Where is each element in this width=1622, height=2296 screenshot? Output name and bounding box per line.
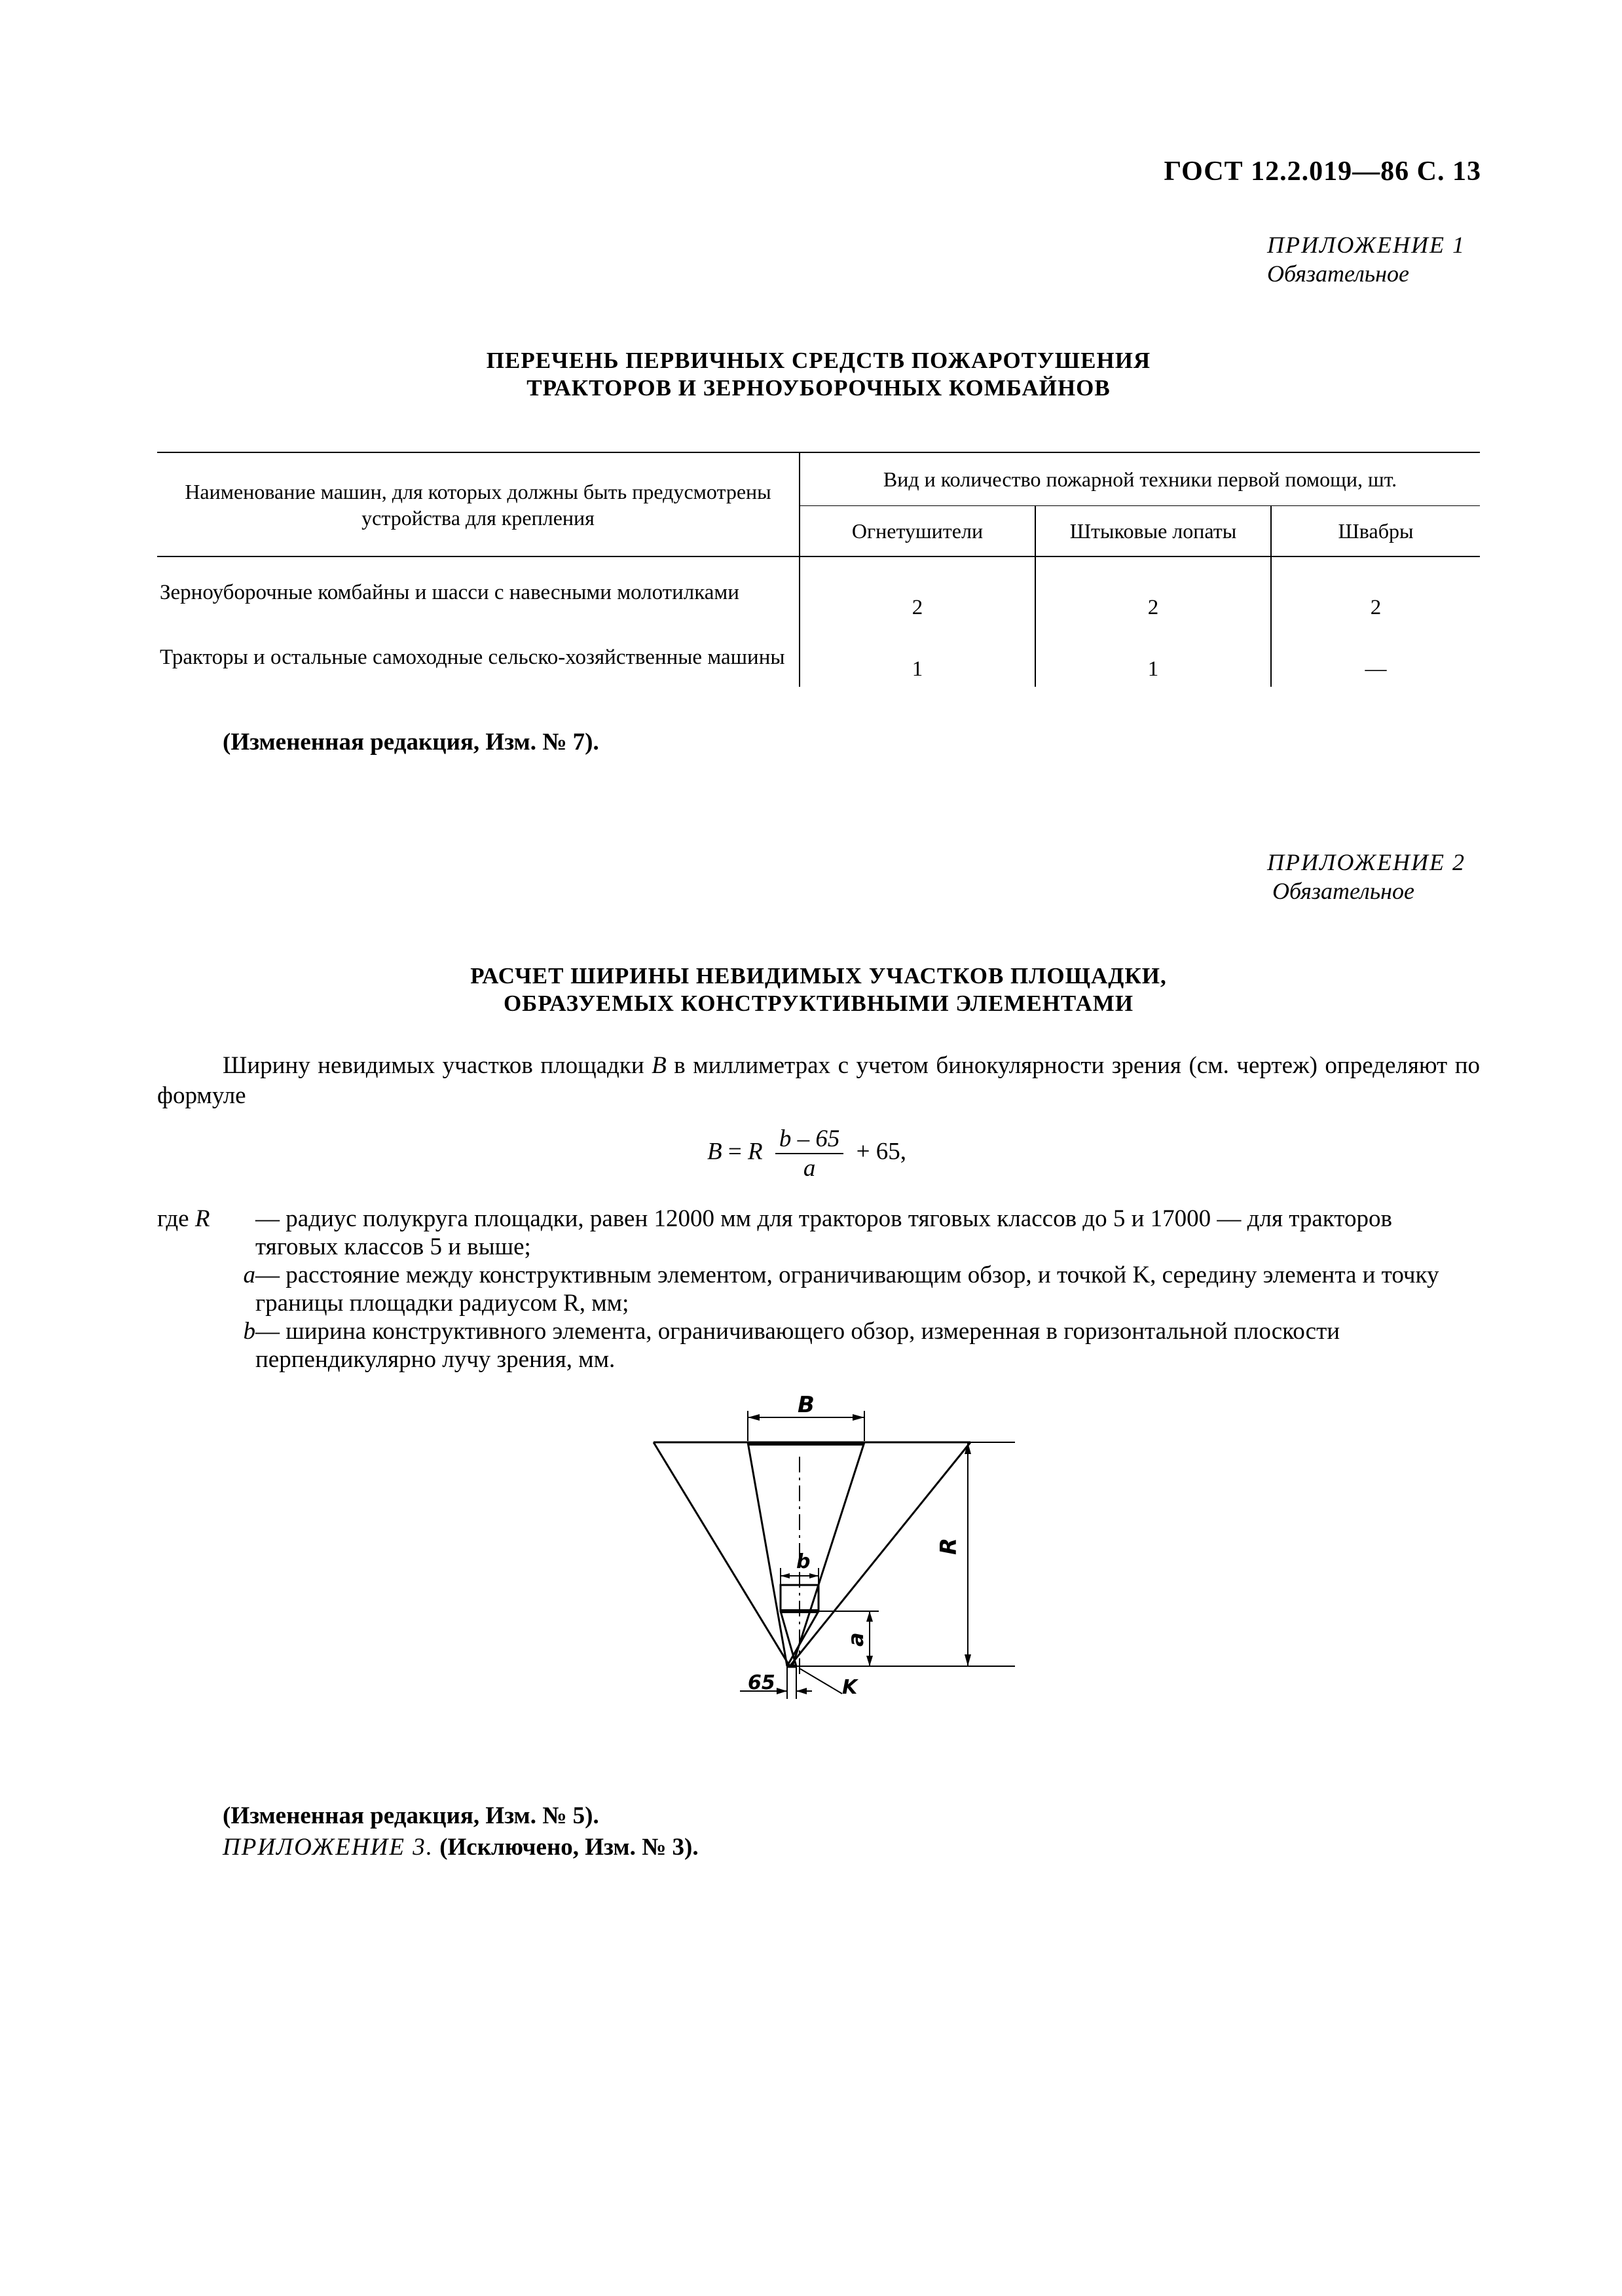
appendix-2-title: ПРИЛОЖЕНИЕ 2 bbox=[1267, 849, 1465, 875]
label-K: K bbox=[842, 1676, 858, 1699]
definitions-list bbox=[157, 1205, 1480, 1374]
arrow bbox=[781, 1573, 790, 1578]
amendment-note-5: (Измененная редакция, Изм. № 5). bbox=[223, 1802, 599, 1829]
arrow bbox=[748, 1414, 760, 1421]
heading-1-line-1: ПЕРЕЧЕНЬ ПЕРВИЧНЫХ СРЕДСТВ ПОЖАРОТУШЕНИЯ bbox=[486, 348, 1151, 373]
table-cell-value: 2 bbox=[1035, 556, 1271, 625]
table-cell-value: — bbox=[1271, 625, 1480, 687]
intro-text-2: в миллиметрах с учетом бинокулярности зрения (см. чертеж) определяют по формуле bbox=[157, 1052, 1481, 1109]
appendix-2-status: Обязательное bbox=[1272, 878, 1414, 904]
arrow bbox=[866, 1611, 873, 1622]
table-header-machine-name: Наименование машин, для которых должны быть предусмотрены устройства для крепления bbox=[157, 452, 800, 556]
left-inner-ray bbox=[748, 1442, 787, 1666]
definition-text: — ширина конструктивного элемента, ограничивающего обзор, измеренная в горизонтальной плоскости перпендикулярно лучу зрения, мм. bbox=[255, 1318, 1340, 1373]
formula-lhs: B bbox=[707, 1138, 722, 1165]
appendix-2-label bbox=[1267, 848, 1483, 905]
formula-numerator: b – 65 bbox=[775, 1125, 844, 1154]
heading-1-line-2: ТРАКТОРОВ И ЗЕРНОУБОРОЧНЫХ КОМБАЙНОВ bbox=[526, 375, 1111, 401]
visibility-diagram bbox=[648, 1391, 1015, 1758]
fire-equipment-table bbox=[157, 452, 1480, 687]
arrow bbox=[809, 1573, 819, 1578]
definition-r bbox=[157, 1205, 1480, 1261]
arrow bbox=[965, 1654, 971, 1666]
appendix-1-title: ПРИЛОЖЕНИЕ 1 bbox=[1267, 232, 1465, 258]
table-header-shovels: Штыковые лопаты bbox=[1035, 506, 1271, 557]
heading-2-line-1: РАСЧЕТ ШИРИНЫ НЕВИДИМЫХ УЧАСТКОВ ПЛОЩАДКИ, bbox=[470, 963, 1167, 989]
heading-2-line-2: ОБРАЗУЕМЫХ КОНСТРУКТИВНЫМИ ЭЛЕМЕНТАМИ bbox=[503, 991, 1134, 1016]
label-a: a bbox=[843, 1632, 868, 1647]
intro-text-1: Ширину невидимых участков площадки bbox=[223, 1052, 652, 1079]
definition-text: — радиус полукруга площадки, равен 12000 мм для тракторов тяговых классов до 5 и 17000 — для тракторов тяговых классов 5 и выше; bbox=[255, 1205, 1392, 1260]
formula-fraction bbox=[775, 1125, 844, 1182]
formula bbox=[707, 1125, 906, 1182]
definition-r-label bbox=[157, 1205, 255, 1233]
arrow bbox=[796, 1688, 807, 1694]
definition-var: a bbox=[243, 1262, 255, 1288]
table-cell-value: 1 bbox=[1035, 625, 1271, 687]
document-code: ГОСТ 12.2.019—86 С. 13 bbox=[1164, 156, 1481, 187]
heading-width-calculation bbox=[157, 962, 1480, 1017]
arrow bbox=[777, 1688, 787, 1694]
table-cell-value: 2 bbox=[1271, 556, 1480, 625]
right-eye-ray bbox=[787, 1611, 819, 1666]
table-cell-value: 1 bbox=[912, 657, 923, 681]
table-cell-value: 2 bbox=[912, 596, 923, 619]
table-header-mops: Швабры bbox=[1271, 506, 1480, 557]
appendix-3-title: ПРИЛОЖЕНИЕ 3. bbox=[223, 1834, 433, 1861]
table-cell-machine: Тракторы и остальные самоходные сельско-хозяйственные машины bbox=[157, 625, 800, 687]
arrow bbox=[853, 1414, 864, 1421]
formula-eq: = bbox=[722, 1138, 748, 1165]
definition-a bbox=[157, 1261, 1480, 1317]
definition-prefix: где bbox=[157, 1205, 195, 1232]
amendment-note-7: (Измененная редакция, Изм. № 7). bbox=[223, 729, 599, 756]
definition-a-label bbox=[157, 1261, 255, 1289]
left-view-ray bbox=[654, 1442, 790, 1666]
table-row bbox=[157, 556, 1480, 625]
definition-text: — расстояние между конструктивным элементом, ограничивающим обзор, и точкой K, середину элемента и точку границы площадки радиусом R, мм; bbox=[255, 1262, 1439, 1317]
label-R: R bbox=[936, 1537, 962, 1555]
table-cell-machine: Зерноуборочные комбайны и шасси с навесными молотилками bbox=[157, 556, 800, 625]
table-header-extinguishers: Огнетушители bbox=[800, 506, 1035, 557]
label-B: B bbox=[798, 1392, 815, 1418]
formula-r: R bbox=[747, 1138, 763, 1165]
intro-var-b: B bbox=[652, 1052, 667, 1079]
formula-tail: + 65, bbox=[856, 1138, 906, 1165]
definition-b-label bbox=[157, 1317, 255, 1345]
heading-fire-equipment bbox=[157, 347, 1480, 402]
arrow bbox=[866, 1656, 873, 1666]
appendix-3-excluded bbox=[223, 1833, 699, 1861]
label-65: 65 bbox=[748, 1671, 775, 1694]
intro-paragraph bbox=[157, 1051, 1480, 1111]
definition-var: b bbox=[243, 1318, 255, 1345]
table-row bbox=[157, 625, 1480, 687]
formula-denominator: a bbox=[803, 1155, 816, 1182]
appendix-1-status: Обязательное bbox=[1267, 261, 1409, 287]
label-small-b: b bbox=[796, 1550, 811, 1573]
definition-var: R bbox=[194, 1205, 210, 1232]
definition-b bbox=[157, 1317, 1480, 1374]
appendix-1-label bbox=[1267, 230, 1483, 288]
table-header-equipment-group: Вид и количество пожарной техники первой помощи, шт. bbox=[800, 452, 1480, 506]
appendix-3-note: (Исключено, Изм. № 3). bbox=[439, 1834, 699, 1861]
